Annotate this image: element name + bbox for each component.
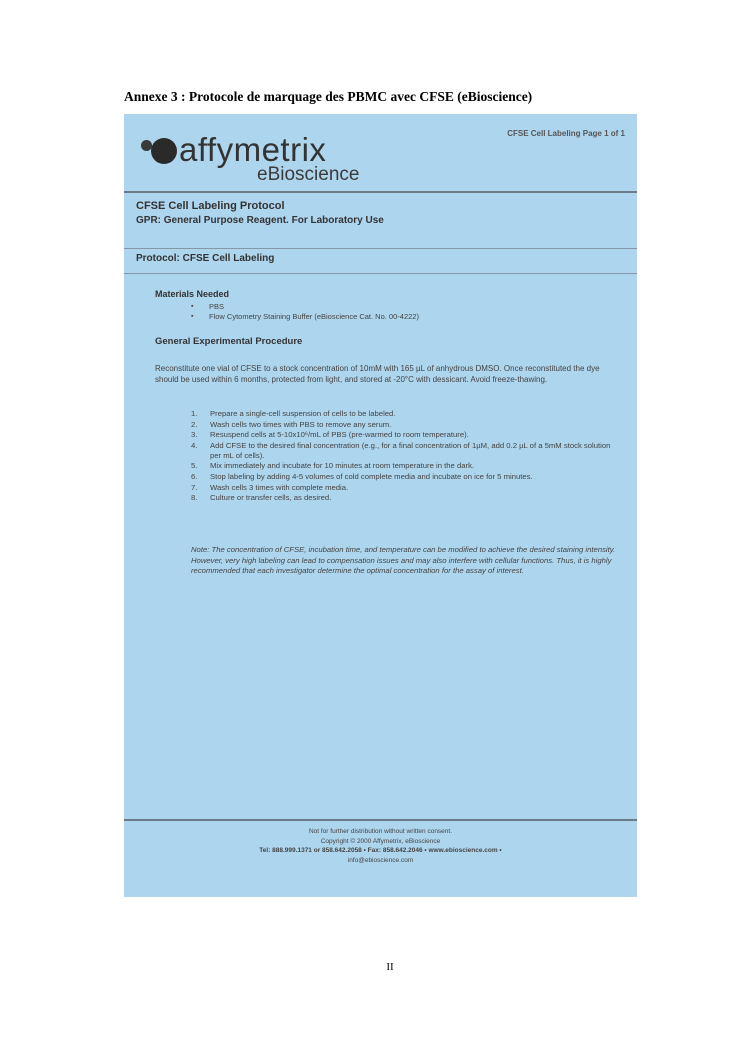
- list-item: ▪ PBS: [191, 302, 419, 312]
- list-item: [191, 430, 621, 440]
- step-text: Culture or transfer cells, as desired.: [210, 493, 332, 503]
- logo-wordmark: affymetrix: [179, 131, 327, 168]
- list-item: [191, 472, 621, 482]
- protocol-heading: Protocol: CFSE Cell Labeling: [136, 253, 275, 264]
- step-text: Stop labeling by adding 4-5 volumes of cold complete media and incubate on ice for 5 minutes.: [210, 471, 533, 481]
- procedure-note: Note: The concentration of CFSE, incubation time, and temperature can be modified to achieve the desired staining intensity. However, very high labeling can lead to compensation issues and may also interfere with cellular functions. Thus, it is highly recommended that each investigator determine the optimal concentration for the assay of interest.: [191, 545, 616, 575]
- footer-contact: Tel: 888.999.1371 or 858.642.2058 • Fax: 858.642.2046 • www.ebioscience.com •: [259, 847, 502, 854]
- logo-subbrand: eBioscience: [257, 164, 360, 185]
- footer-copyright: Copyright © 2000 Affymetrix, eBioscience: [320, 837, 441, 845]
- procedure-intro: Reconstitute one vial of CFSE to a stock concentration of 10mM with 165 µL of anhydrous DMSO. Once reconstituted the dye should be used within 6 months, protected from light, and stored at -20°C with dessicant. Avoid freeze-thawing.: [155, 364, 600, 384]
- step-number: 1.: [191, 409, 198, 418]
- procedure-heading: General Experimental Procedure: [155, 336, 303, 347]
- step-text: Wash cells 3 times with complete media.: [210, 482, 349, 492]
- logo-dots-icon: [141, 136, 181, 166]
- step-number: 3.: [191, 430, 198, 440]
- step-number: 8.: [191, 493, 198, 503]
- footer: [124, 827, 637, 865]
- footer-email: info@ebioscience.com: [347, 856, 414, 864]
- list-item: [191, 420, 621, 430]
- divider: [124, 819, 637, 821]
- divider: [124, 273, 637, 274]
- page-label: CFSE Cell Labeling Page 1 of 1: [507, 129, 625, 138]
- step-number: 7.: [191, 482, 198, 492]
- list-item: [191, 483, 621, 493]
- step-text: Mix immediately and incubate for 10 minutes at room temperature in the dark.: [210, 461, 475, 471]
- materials-heading: Materials Needed: [155, 289, 230, 299]
- step-number: 6.: [191, 471, 198, 481]
- annex-title: Annexe 3 : Protocole de marquage des PBMC avec CFSE (eBioscience): [124, 89, 533, 104]
- list-item: [191, 409, 621, 419]
- step-text: Wash cells two times with PBS to remove any serum.: [210, 419, 392, 429]
- divider: [124, 248, 637, 249]
- divider: [124, 191, 637, 193]
- list-item: [191, 441, 621, 461]
- scanned-protocol-sheet: [124, 114, 637, 897]
- materials-list: [191, 302, 419, 322]
- step-number: 4.: [191, 440, 198, 450]
- step-text: Add CFSE to the desired final concentration (e.g., for a final concentration of 1µM, add 0.2 µL of a 5mM stock solution per mL of cells).: [210, 440, 611, 460]
- step-number: 5.: [191, 461, 198, 471]
- protocol-title: CFSE Cell Labeling Protocol: [136, 200, 285, 212]
- footer-distribution: Not for further distribution without written consent.: [308, 828, 453, 835]
- step-text: Prepare a single-cell suspension of cells to be labeled.: [210, 409, 396, 418]
- step-text: Resuspend cells at 5-10x10⁶/mL of PBS (pre-warmed to room temperature).: [210, 430, 469, 440]
- step-number: 2.: [191, 419, 198, 429]
- procedure-steps: [191, 409, 621, 504]
- list-item: [191, 493, 621, 503]
- list-item: ▪ Flow Cytometry Staining Buffer (eBioscience Cat. No. 00-4222): [191, 312, 419, 322]
- protocol-subtitle: GPR: General Purpose Reagent. For Laboratory Use: [136, 215, 384, 226]
- page-number: II: [386, 961, 394, 973]
- list-item: [191, 461, 621, 471]
